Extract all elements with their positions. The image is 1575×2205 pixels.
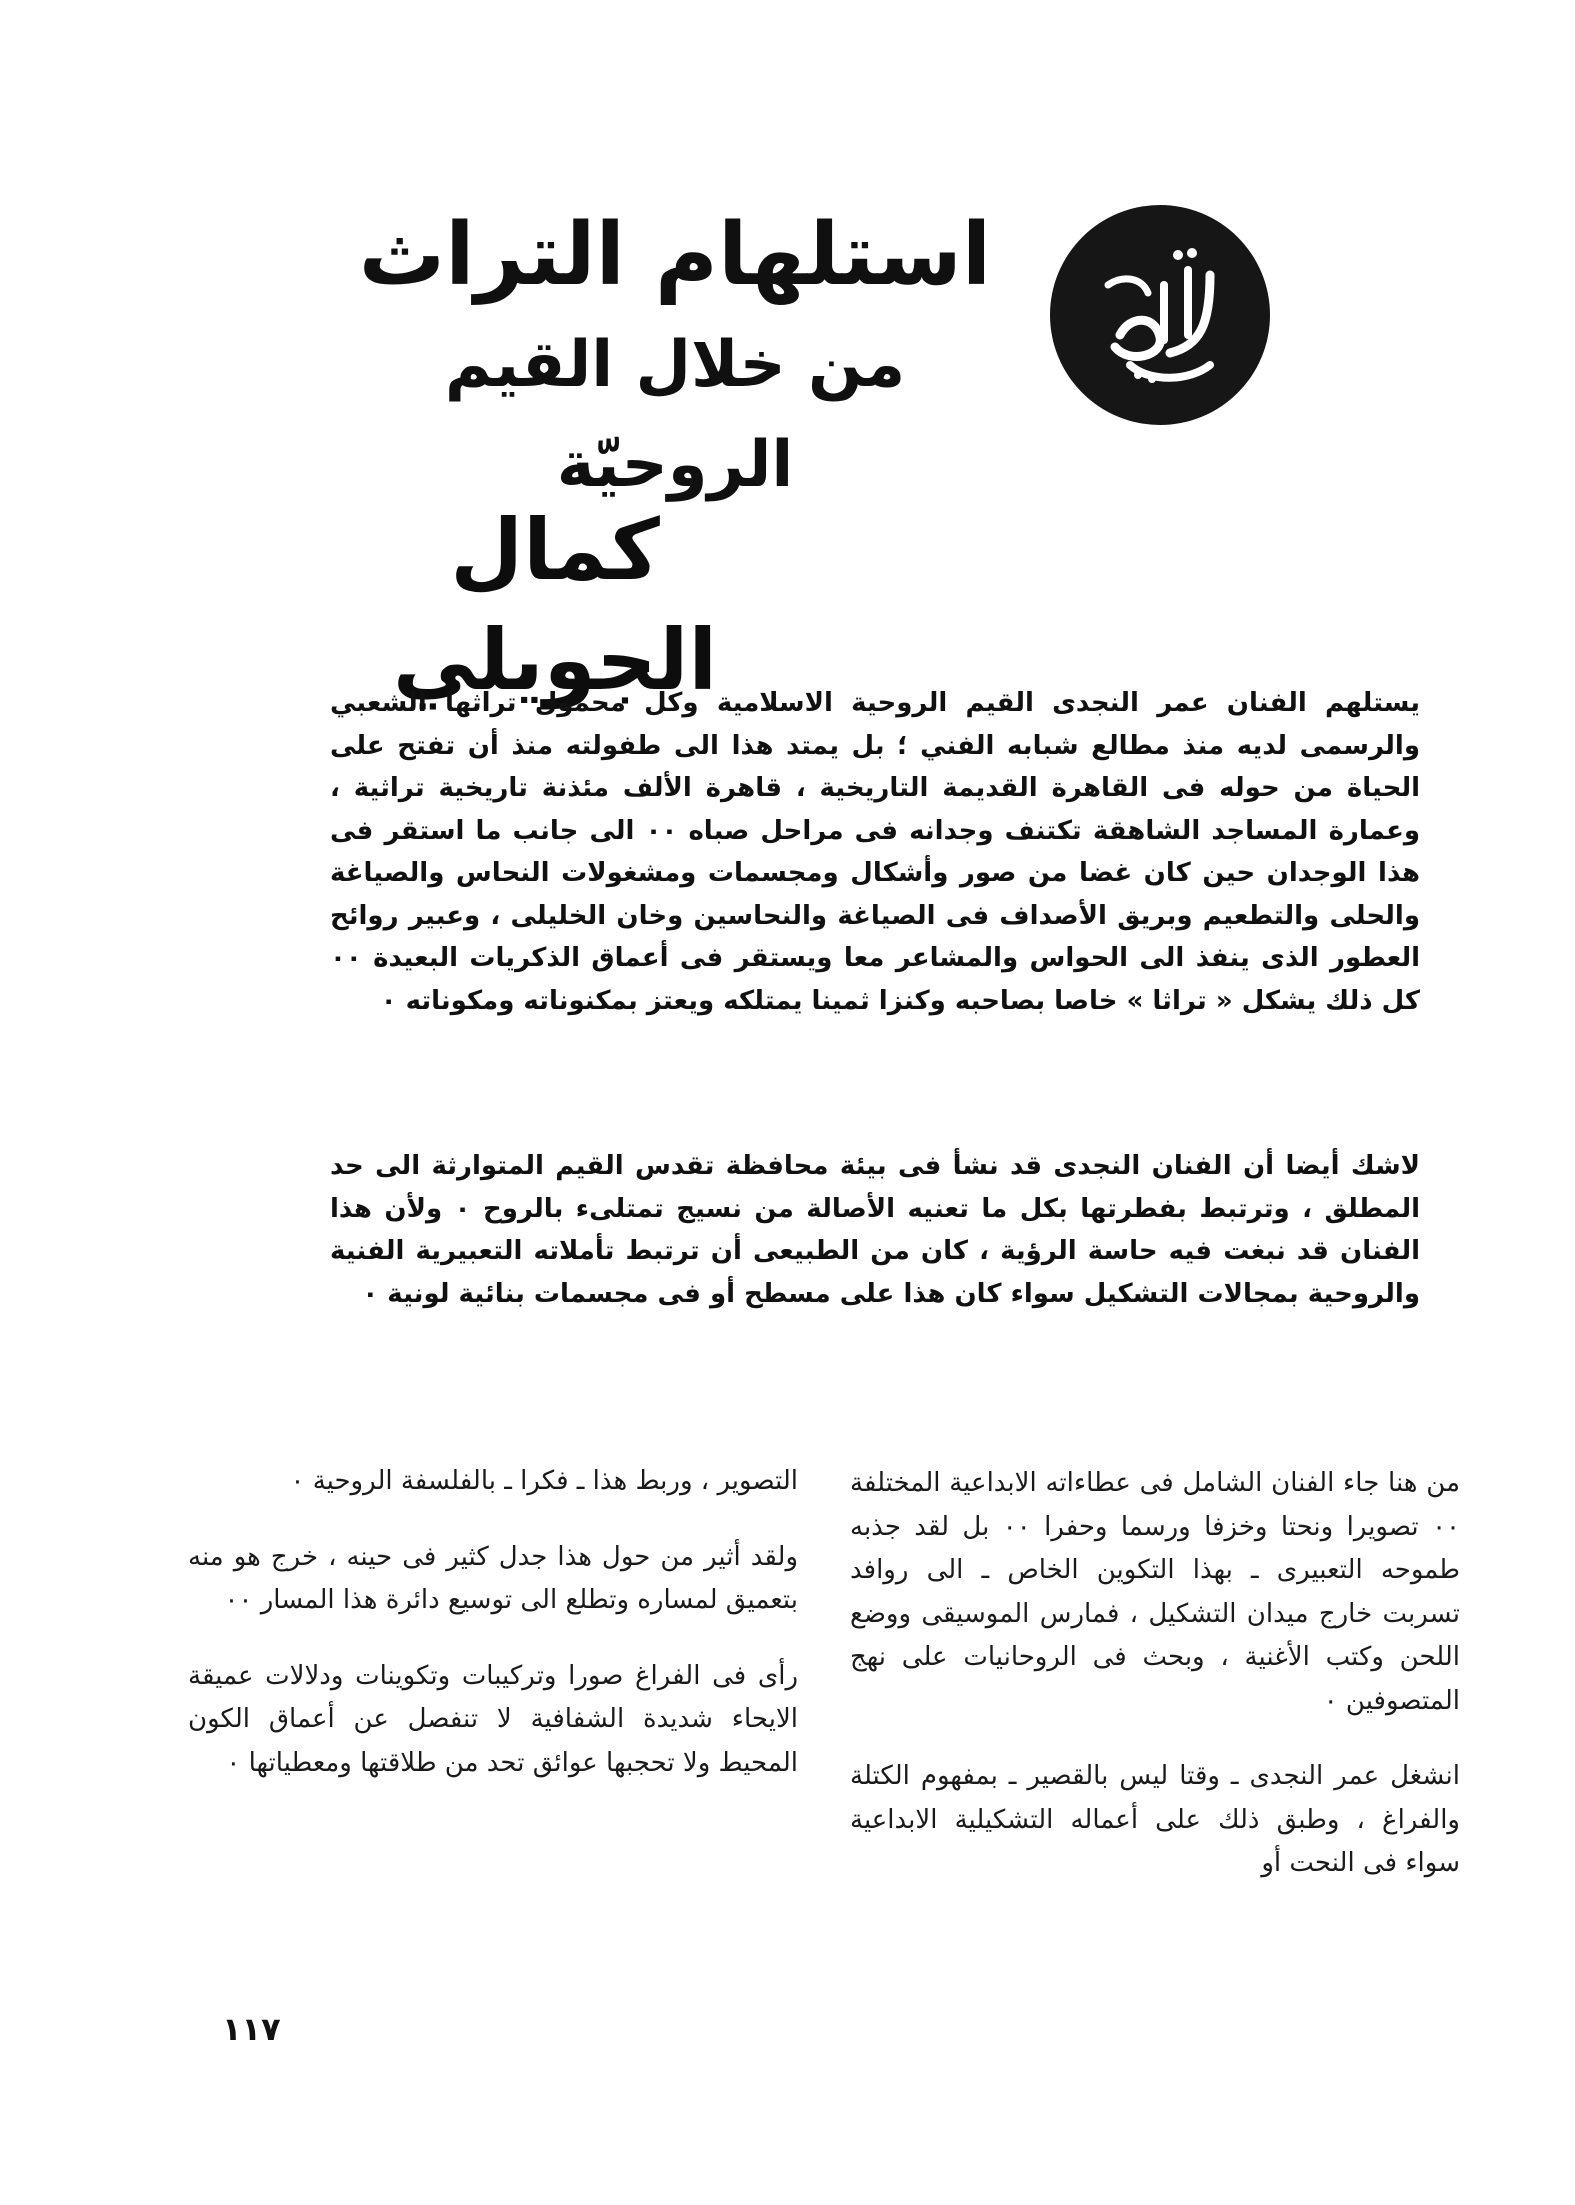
page-number: ١١٧ [222, 2010, 281, 2048]
article-title: استلهام التراث [358, 205, 992, 305]
body-paragraph: رأى فى الفراغ صورا وتركيبات وتكوينات ودلالات عميقة الايحاء شديدة الشفافية لا تنفصل عن أعماق الكون المحيط ولا تحجبها عوائق تحد من طلاقتها ومعطياتها ٠ [188, 1660, 798, 1778]
magazine-logo [1050, 205, 1270, 425]
author-name: كمال الجويلي [392, 501, 718, 709]
calligraphy-logo-icon [1060, 215, 1260, 415]
body-paragraph: التصوير ، وربط هذا ـ فكرا ـ بالفلسفة الروحية ٠ [290, 1466, 798, 1496]
body-paragraph: ولقد أثير من حول هذا جدل كثير فى حينه ، خرج هو منه بتعميق لمساره وتطلع الى توسيع دائرة هذا المسار ٠٠ [188, 1541, 798, 1615]
body-paragraph: انشغل عمر النجدى ـ وقتا ليس بالقصير ـ بمفهوم الكتلة والفراغ ، وطبق ذلك على أعماله التشكيلية الابداعية سواء فى النحت أو [850, 1761, 1460, 1878]
intro-paragraph: لاشك أيضا أن الفنان النجدى قد نشأ فى بيئة محافظة تقدس القيم المتوارثة الى حد المطلق ، وترتبط بفطرتها بكل ما تعنيه الأصالة من نسيج تمتلىء بالروح ٠ ولأن هذا الفنان قد نبغت فيه حاسة الرؤية ، كان من الطبيعى أن ترتبط تأملاته التعبيرية الفنية والروحية بمجالات التشكيل سواء كان هذا على مسطح أو فى مجسمات بنائية لونية ٠ [330, 1151, 1420, 1309]
body-column-right [850, 1462, 1460, 1918]
body-column-left [188, 1460, 798, 1817]
article-subtitle: من خلال القيم الروحيّة [444, 328, 906, 502]
intro-paragraph: يستلهم الفنان عمر النجدى القيم الروحية الاسلامية وكل محمول تراثها الشعبي والرسمى لديه منذ مطالع شبابه الفني ؛ بل يمتد هذا الى طفولته منذ أن تفتح على الحياة من حوله فى القاهرة القديمة التاريخية ، قاهرة الألف مئذنة تاريخية تراثية ، وعمارة المساجد الشاهقة تكتنف وجدانه فى مراحل صباه ٠٠ الى جانب ما استقر فى هذا الوجدان حين كان غضا من صور وأشكال ومجسمات ومشغولات النحاس والصياغة والحلى والتطعيم وبريق الأصداف فى الصياغة والنحاسين وخان الخليلى ، وعبير روائح العطور الذى ينفذ الى الحواس والمشاعر معا ويستقر فى أعماق الذكريات البعيدة ٠٠ كل ذلك يشكل « تراثا » خاصا بصاحبه وكنزا ثمينا يمتلكه ويعتز بمكنوناته ومكوناته ٠ [330, 688, 1420, 1016]
body-paragraph: من هنا جاء الفنان الشامل فى عطاءاته الابداعية المختلفة ٠٠ تصويرا ونحتا وخزفا ورسما وحفرا ٠٠ بل لقد جذبه طموحه التعبيرى ـ بهذا التكوين الخاص ـ الى روافد تسربت خارج ميدان التشكيل ، فمارس الموسيقى ووضع اللحن وكتب الأغنية ، وبحث فى الروحانيات على نهج المتصوفين ٠ [850, 1468, 1460, 1716]
article-title-block [335, 195, 1015, 515]
